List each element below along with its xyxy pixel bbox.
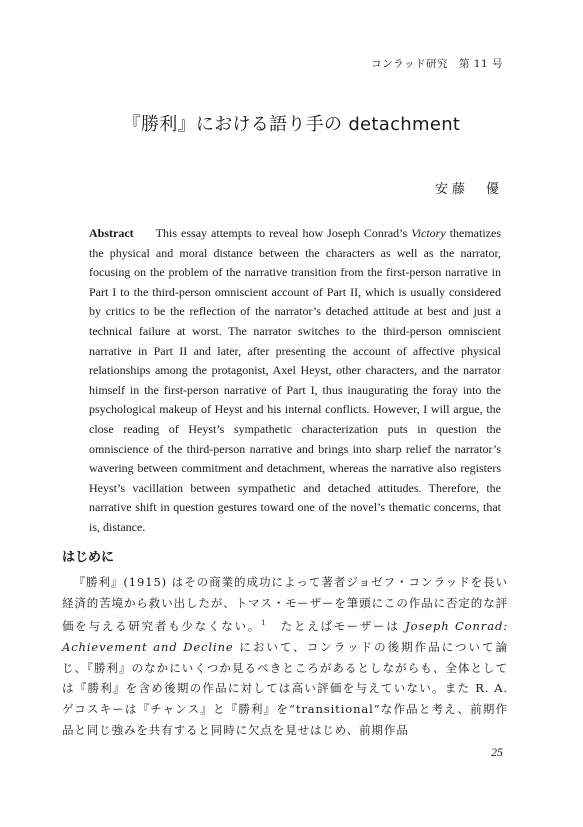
body-text-part-1: 『勝利』(1915) はその商業的成功によって著者ジョゼフ・コンラッドを長い経済的苦境から救い出したが、トマス・モーザーを筆頭にこの作品に否定的な評価を与える研究者も少なくない。 <box>62 575 508 634</box>
abstract-text-part-1: This essay attempts to reveal how Joseph Conrad’s <box>155 226 412 240</box>
abstract-text-part-2: thematizes the physical and moral distance between the characters as well as the narrator, focusing on the problem of the narrative transition from the first-person narrative in Part I to the third-person omniscient account of Part II, which is usually considered by critics to be the reflection of the narrator’s detached attitude at best and just a technical failure at worst. The narrator switches to the third-person omniscient narrative in Part II and later, after presenting the account of affective physical relationships among the protagonist, Axel Heyst, other characters, and the narrator himself in the first-person narrative of Part I, thus inaugurating the foray into the psychological makeup of Heyst and his internal conflicts. However, I will argue, the close reading of Heyst’s sympathetic characterization puts in question the omniscience of the third-person narrative and brings into sharp relief the narrator’s wavering between commitment and detachment, whereas the narrative also registers Heyst’s vacillation between sympathetic and detached attitudes. Therefore, the narrative shift in question gestures toward one of the novel’s thematic concerns, that is, distance. <box>89 226 501 534</box>
abstract <box>89 224 501 538</box>
body-text-part-2: たとえばモーザーは <box>266 619 406 634</box>
body-text <box>62 572 508 740</box>
abstract-label: Abstract <box>89 226 134 240</box>
body-text-part-3: において、コンラッドの後期作品について論じ、『勝利』のなかにいくつか見るべきところがあるとしながらも、全体としては『勝利』を含め後期の作品に対しては高い評価を与えていない。また R. A. ゲコスキーは『チャンス』と『勝利』を“transitional”な作品と考え、前期作品と同じ強みを共有すると同時に欠点を見せはじめ、前期作品 <box>62 639 508 737</box>
section-heading: はじめに <box>62 550 115 565</box>
cited-book-title: Joseph Conrad: Achievement and Decline <box>62 619 509 654</box>
article-title: 『勝利』における語り手の detachment <box>122 114 461 135</box>
footnote-marker: 1 <box>261 619 267 628</box>
running-head: コンラッド研究 第 11 号 <box>371 58 503 70</box>
body-paragraph <box>62 572 508 740</box>
author-name: 安藤 優 <box>434 182 503 197</box>
abstract-work-title: Victory <box>411 226 446 240</box>
page-number: 25 <box>491 745 503 759</box>
